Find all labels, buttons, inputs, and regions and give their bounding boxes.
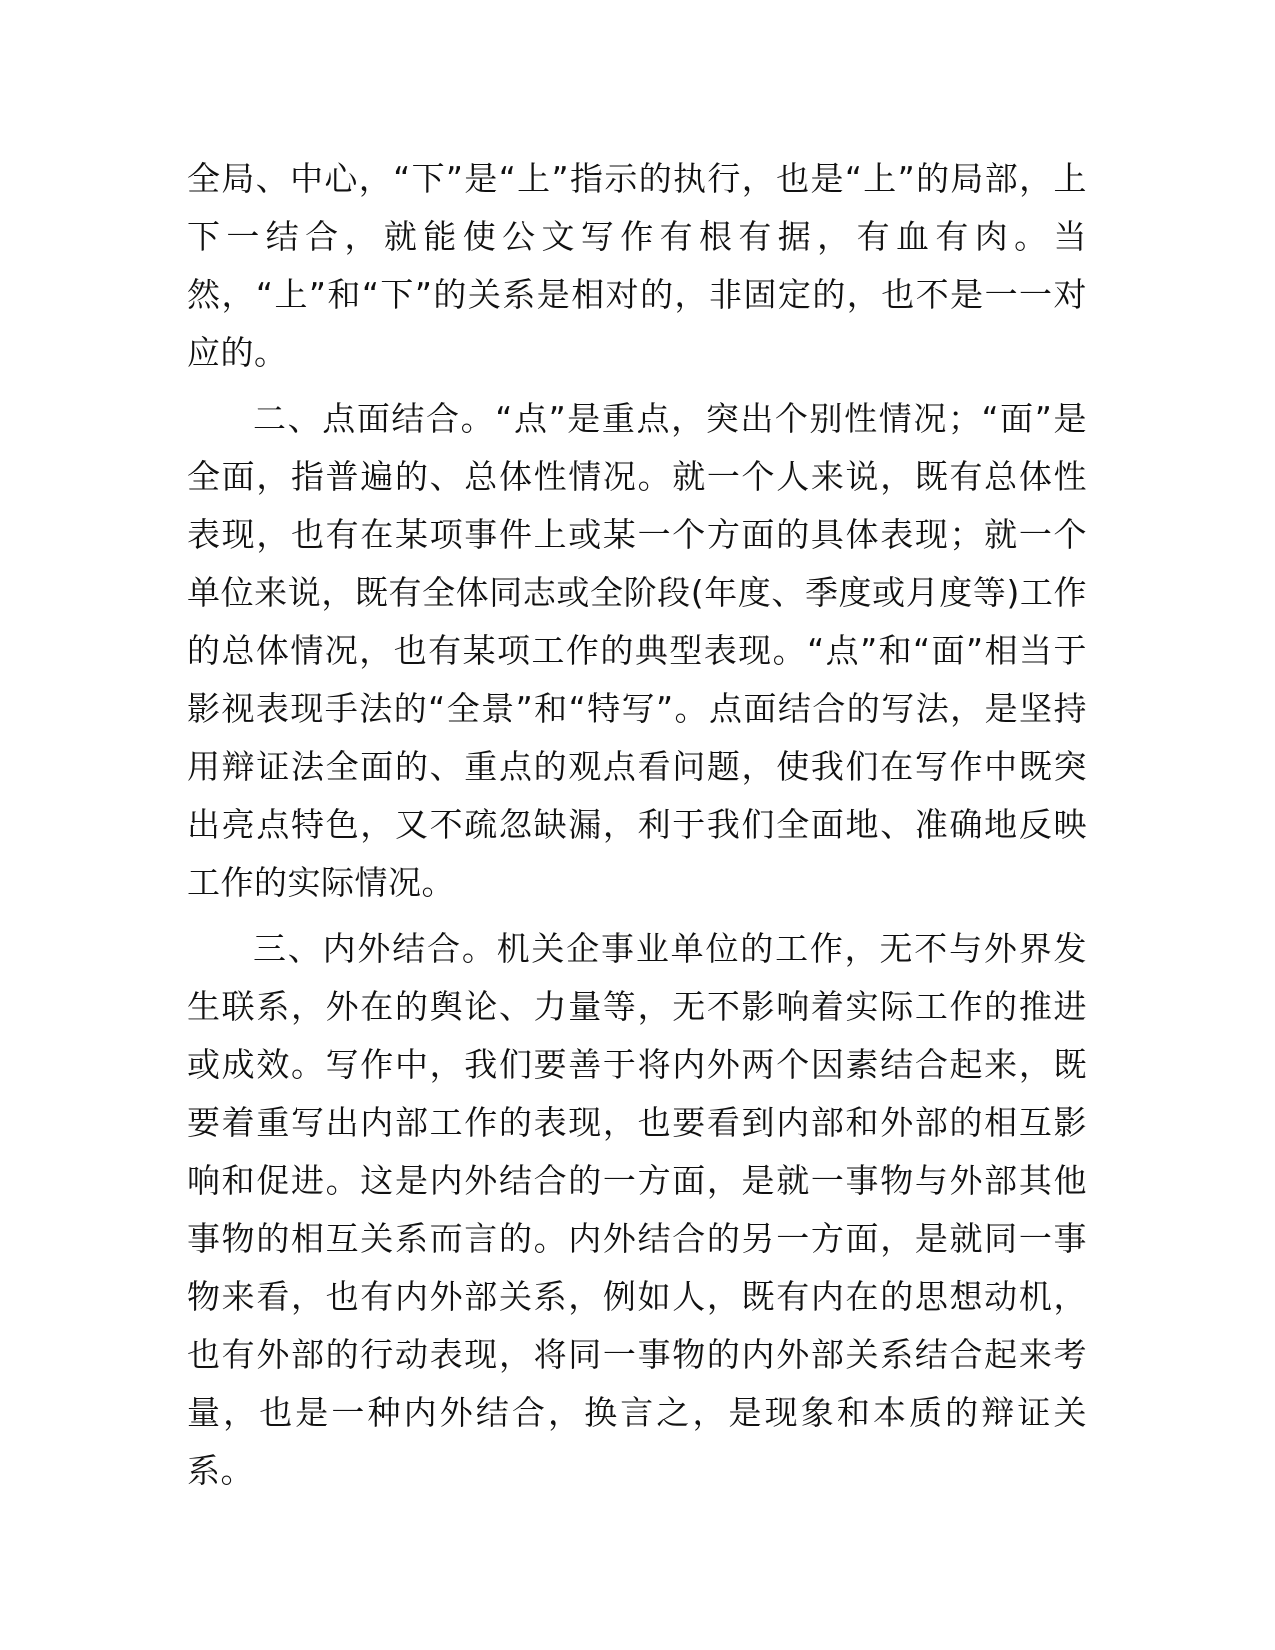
paragraph-inside-outside: 三、内外结合。机关企事业单位的工作，无不与外界发生联系，外在的舆论、力量等，无不影响着实际工作的推进或成效。写作中，我们要善于将内外两个因素结合起来，既要着重写出内部工作的表现，也要看到内部和外部的相互影响和促进。这是内外结合的一方面，是就一事物与外部其他事物的相互关系而言的。内外结合的另一方面，是就同一事物来看，也有内外部关系，例如人，既有内在的思想动机，也有外部的行动表现，将同一事物的内外部关系结合起来考量，也是一种内外结合，换言之，是现象和本质的辩证关系。	[187, 929, 1087, 1490]
paragraph-point-surface: 二、点面结合。“点”是重点，突出个别性情况；“面”是全面，指普遍的、总体性情况。就一个人来说，既有总体性表现，也有在某项事件上或某一个方面的具体表现；就一个单位来说，既有全体同志或全阶段(年度、季度或月度等)工作的总体情况，也有某项工作的典型表现。“点”和“面”相当于影视表现手法的“全景”和“特写”。点面结合的写法，是坚持用辩证法全面的、重点的观点看问题，使我们在写作中既突出亮点特色，又不疏忽缺漏，利于我们全面地、准确地反映工作的实际情况。	[187, 399, 1087, 902]
paragraph-continuation: 全局、中心，“下”是“上”指示的执行，也是“上”的局部，上下一结合，就能使公文写作有根有据，有血有肉。当然，“上”和“下”的关系是相对的，非固定的，也不是一一对应的。	[187, 159, 1087, 372]
document-page	[187, 150, 1087, 1500]
